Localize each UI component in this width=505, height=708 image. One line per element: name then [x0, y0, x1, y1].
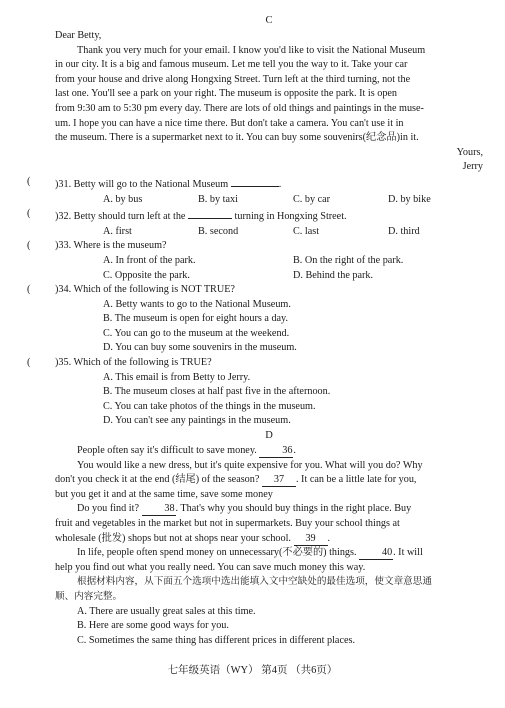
option[interactable]: B. second: [198, 225, 239, 237]
option[interactable]: A. by bus: [103, 193, 143, 205]
passage-text: wholesale (批发) shops but not at shops near your school.: [55, 532, 291, 544]
passage-line: [55, 546, 483, 561]
passage-line: [55, 532, 483, 547]
answer-paren[interactable]: (: [27, 284, 31, 296]
option[interactable]: C. Opposite the park.: [103, 269, 190, 281]
option[interactable]: B. The museum is open for eight hours a day.: [103, 313, 289, 325]
passage-text: . It will: [393, 547, 423, 559]
question-32: [27, 207, 483, 225]
option[interactable]: C. You can take photos of the things in the museum.: [103, 400, 316, 412]
choice-option[interactable]: C. Sometimes the same thing has different prices in different places.: [77, 634, 356, 646]
letter-body: [55, 44, 483, 146]
letter-line: the museum. There is a supermarket next to it. You can buy some souvenirs(纪念品)in it.: [55, 132, 419, 144]
page-footer: 七年级英语（WY） 第4页 （共6页）: [167, 665, 338, 676]
question-35: [27, 356, 483, 371]
option[interactable]: B. On the right of the park.: [293, 254, 404, 266]
letter-line: um. I hope you can have a nice time there. But don't take a camera. You can't use it in: [55, 117, 404, 129]
blank-39[interactable]: 39: [294, 533, 328, 546]
question-33: [27, 239, 483, 254]
blank-40[interactable]: 40: [359, 547, 393, 560]
question-stem-end: turning in Hongxing Street.: [234, 211, 347, 223]
blank-36[interactable]: 36: [259, 445, 293, 458]
blank-38[interactable]: 38: [142, 503, 176, 516]
passage-line: fruit and vegetables in the market but not in supermarkets. Buy your school things at: [55, 518, 400, 529]
section-d-title: D: [265, 430, 273, 442]
blank-37[interactable]: 37: [262, 474, 296, 487]
answer-paren[interactable]: (: [27, 357, 31, 369]
answer-paren[interactable]: (: [27, 175, 31, 187]
option[interactable]: D. You can buy some souvenirs in the museum.: [103, 342, 297, 354]
option[interactable]: B. by taxi: [198, 193, 238, 205]
question-stem: )32. Betty should turn left at the: [55, 211, 186, 223]
option[interactable]: D. You can't see any paintings in the museum.: [103, 415, 291, 427]
letter-closing: Yours,: [456, 146, 483, 158]
option[interactable]: A. first: [103, 225, 132, 237]
passage-line: but you get it and at the same time, save some money: [55, 488, 273, 500]
letter-line: from 9:30 am to 5:30 pm every day. There are lots of old things and paintings in the muse-: [55, 102, 424, 114]
choice-option[interactable]: A. There are usually great sales at this time.: [77, 605, 256, 617]
instruction-line: 根据材料内容，从下面五个选项中选出能填入文中空缺处的最佳选项，使文章意思通: [77, 576, 432, 588]
letter-signature: Jerry: [462, 161, 483, 173]
answer-blank[interactable]: [231, 175, 279, 187]
option[interactable]: C. You can go to the museum at the weekend.: [103, 327, 290, 339]
instruction-line: 顺、内容完整。: [55, 590, 123, 602]
option[interactable]: A. This email is from Betty to Jerry.: [103, 371, 251, 383]
option[interactable]: D. Behind the park.: [293, 269, 374, 281]
option[interactable]: D. third: [388, 225, 420, 237]
passage-text: Do you find it?: [77, 503, 139, 515]
letter-line: from your house and drive along Hongxing Street. Turn left at the third turning, not the: [55, 73, 411, 85]
passage-text: . It can be a little late for you,: [295, 474, 417, 486]
letter-line: Thank you very much for your email. I know you'd like to visit the National Museum: [77, 44, 426, 56]
answer-paren[interactable]: (: [27, 208, 31, 220]
passage-text: don't you check it at the end (结尾) of the season?: [55, 474, 260, 486]
passage-line: [55, 473, 483, 488]
question-stem: )33. Where is the museum?: [55, 240, 167, 252]
passage-text: .: [327, 532, 331, 544]
passage-text: .: [293, 445, 296, 457]
question-stem: )35. Which of the following is TRUE?: [55, 357, 212, 369]
passage-text: In life, people often spend money on unnecessary(不必要的) things.: [77, 547, 357, 559]
option[interactable]: D. by bike: [388, 193, 431, 205]
options-33-row1: [55, 254, 483, 269]
option[interactable]: A. In front of the park.: [103, 254, 196, 266]
question-stem-end: .: [278, 178, 282, 190]
choice-option[interactable]: B. Here are some good ways for you.: [77, 620, 229, 632]
question-34: [27, 283, 483, 298]
option[interactable]: C. last: [293, 225, 320, 237]
question-stem: )34. Which of the following is NOT TRUE?: [55, 284, 235, 296]
answer-blank[interactable]: [188, 207, 232, 219]
passage-line: [55, 502, 483, 517]
section-c-title: C: [265, 15, 273, 26]
option[interactable]: C. by car: [293, 193, 331, 205]
passage-line: [55, 444, 483, 459]
option[interactable]: A. Betty wants to go to the National Museum.: [103, 298, 291, 310]
option[interactable]: B. The museum closes at half past five in the afternoon.: [103, 386, 331, 398]
options-31: [55, 193, 483, 208]
question-stem: )31. Betty will go to the National Museum: [55, 178, 229, 190]
options-33-row2: [55, 269, 483, 284]
passage-text: . That's why you should buy things in the right place. Buy: [175, 503, 412, 515]
answer-paren[interactable]: (: [27, 240, 31, 252]
passage-line: help you find out what you really need. You can save much money this way.: [55, 561, 366, 573]
question-31: [27, 175, 483, 193]
letter-line: in our city. It is a big and famous museum. Let me tell you the way to it. Take your car: [55, 59, 408, 71]
letter-greeting: Dear Betty,: [55, 30, 102, 41]
options-32: [55, 225, 483, 240]
passage-line: You would like a new dress, but it's quite expensive for you. What will you do? Why: [77, 459, 423, 471]
letter-line: last one. You'll see a park on your right. The museum is opposite the park. It is open: [55, 88, 398, 100]
passage-text: People often say it's difficult to save money.: [77, 445, 257, 457]
